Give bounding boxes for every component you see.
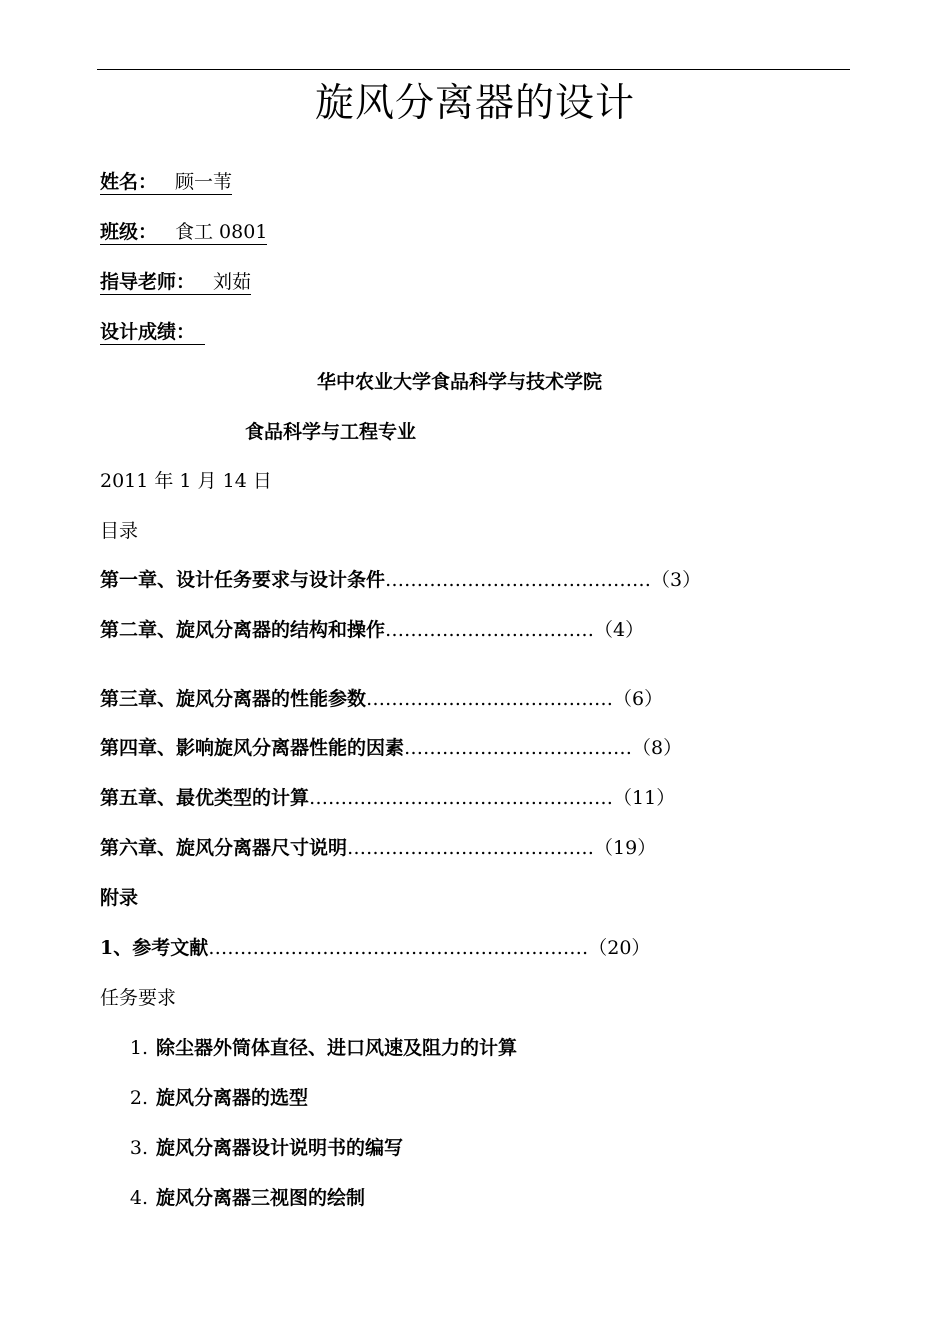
date: 2011 年 1 月 14 日 — [100, 470, 272, 492]
toc-entry-label: 第三章、旋风分离器的性能参数 — [100, 688, 367, 710]
toc-entry-label: 第四章、影响旋风分离器性能的因素 — [100, 737, 405, 759]
task-text: 旋风分离器的选型 — [156, 1087, 309, 1109]
toc-page-number: （4） — [594, 619, 645, 641]
task-text: 旋风分离器设计说明书的编写 — [156, 1137, 404, 1159]
toc-page-number: （8） — [632, 737, 683, 759]
advisor-row — [100, 269, 251, 295]
grade-label: 设计成绩： — [100, 321, 196, 343]
name-value: 顾一苇 — [175, 171, 233, 193]
document-title: 旋风分离器的设计 — [314, 81, 635, 126]
toc-leader: …………………………… — [385, 619, 595, 641]
advisor-value: 刘茹 — [213, 271, 252, 293]
toc-entry-label: 第五章、最优类型的计算 — [100, 787, 310, 809]
toc-page-number: （3） — [651, 569, 702, 591]
task-number: 2. — [129, 1087, 148, 1109]
toc-entry-label: 第一章、设计任务要求与设计条件 — [100, 569, 386, 591]
task-text: 旋风分离器三视图的绘制 — [156, 1187, 366, 1209]
major: 食品科学与工程专业 — [245, 421, 417, 443]
class-label: 班级： — [100, 221, 158, 243]
appendix-heading: 附录 — [100, 887, 139, 909]
task-item — [120, 1035, 517, 1061]
toc-page-number: （19） — [594, 837, 657, 859]
toc-entry[interactable] — [100, 735, 682, 761]
toc-entry[interactable] — [100, 785, 675, 811]
class-field — [100, 221, 267, 245]
task-heading: 任务要求 — [100, 987, 177, 1009]
toc-heading: 目录 — [100, 520, 139, 542]
toc-entry-label: 第二章、旋风分离器的结构和操作 — [100, 619, 386, 641]
task-item — [120, 1135, 403, 1161]
toc-page-number: （20） — [588, 937, 651, 959]
name-row — [100, 169, 232, 195]
task-number: 4. — [129, 1187, 148, 1209]
toc-leader: ………………………………… — [366, 688, 614, 710]
toc-entry-label: 第六章、旋风分离器尺寸说明 — [100, 837, 348, 859]
toc-leader: …………………………………… — [385, 569, 652, 591]
name-field — [100, 171, 232, 195]
toc-leader: ……………………………… — [404, 737, 633, 759]
task-text: 除尘器外筒体直径、进口风速及阻力的计算 — [156, 1037, 518, 1059]
header-rule — [97, 69, 850, 70]
toc-entry[interactable] — [100, 567, 701, 593]
name-label: 姓名： — [100, 171, 158, 193]
advisor-field — [100, 271, 251, 295]
class-row — [100, 219, 267, 245]
toc-page-number: （6） — [613, 688, 664, 710]
advisor-label: 指导老师： — [100, 271, 196, 293]
task-number: 1. — [129, 1037, 148, 1059]
task-item — [120, 1085, 308, 1111]
toc-page-number: （11） — [613, 787, 676, 809]
grade-field — [100, 321, 205, 345]
task-item — [120, 1185, 365, 1211]
toc-leader: …………………………………………………… — [208, 937, 589, 959]
toc-leader: ………………………………… — [347, 837, 595, 859]
toc-entry[interactable] — [100, 617, 644, 643]
toc-entry[interactable] — [100, 686, 663, 712]
toc-leader: ………………………………………… — [309, 787, 614, 809]
grade-row — [100, 319, 205, 345]
task-number: 3. — [129, 1137, 148, 1159]
appendix-entry[interactable] — [100, 935, 650, 961]
institution: 华中农业大学食品科学与技术学院 — [317, 371, 603, 393]
class-value: 食工 0801 — [175, 221, 268, 243]
appendix-entry-label: 1、参考文献 — [100, 937, 209, 959]
toc-entry[interactable] — [100, 835, 656, 861]
